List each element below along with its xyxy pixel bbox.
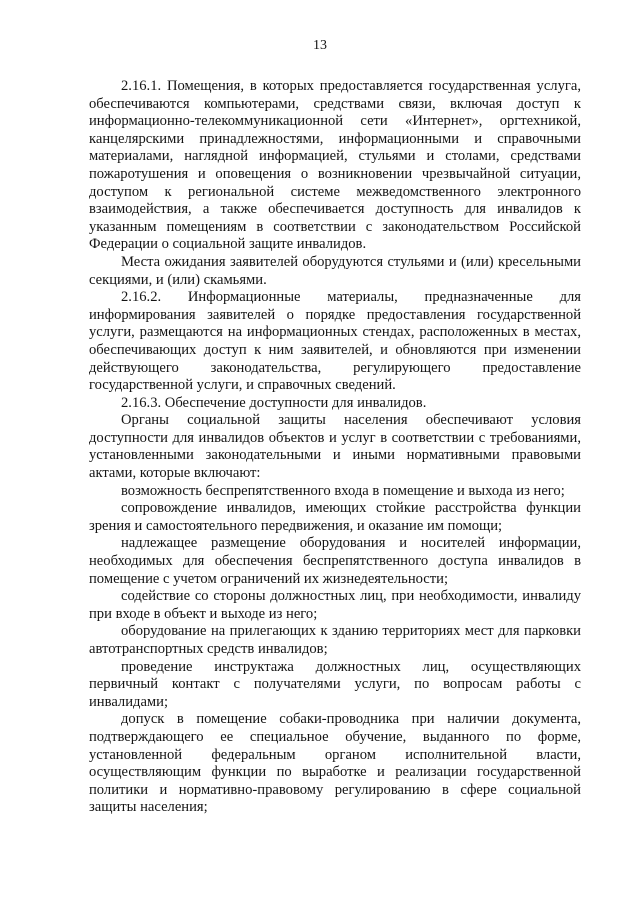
paragraph-2-16-1: 2.16.1. Помещения, в которых предоставляется государственная услуга, обеспечиваются компьютерами, средствами связи, включая доступ к информационно-телекоммуникационной сети «Интернет», оргтехникой, канцелярскими принадлежностями, информационными и справочными материалами, наглядной информацией, стульями и столами, средствами пожаротушения и оповещения о возникновении чрезвычайной ситуации, доступом к региональной системе межведомственного электронного взаимодействия, а также обеспечивается доступность для инвалидов к указанным помещениям в соответствии с законодательством Российской Федерации о социальной защите инвалидов. [89, 78, 581, 253]
list-item-guide-dog: допуск в помещение собаки-проводника при наличии документа, подтверждающего ее специальное обучение, выданного по форме, установленной федеральным органом исполнительной власти, осуществляющим функции по выработке и реализации государственной политики и нормативно-правовому регулированию в сфере социальной защиты населения; [89, 711, 581, 816]
list-item-staff-assistance: содействие со стороны должностных лиц, при необходимости, инвалиду при входе в объект и выходе из него; [89, 588, 581, 622]
paragraph-2-16-3: 2.16.3. Обеспечение доступности для инвалидов. [121, 394, 427, 411]
list-item-staff-briefing: проведение инструктажа должностных лиц, осуществляющих первичный контакт с получателями услуги, по вопросам работы с инвалидами; [89, 658, 581, 710]
list-item-entry-exit: возможность беспрепятственного входа в помещение и выхода из него; [121, 482, 565, 499]
list-item-parking: оборудование на прилегающих к зданию территориях мест для парковки автотранспортных средств инвалидов; [89, 623, 581, 657]
page-number: 13 [313, 38, 327, 53]
list-item-escort: сопровождение инвалидов, имеющих стойкие расстройства функции зрения и самостоятельного передвижения, и оказание им помощи; [89, 500, 581, 534]
paragraph-waiting-areas: Места ожидания заявителей оборудуются стульями и (или) кресельными секциями, и (или) скамьями. [89, 253, 581, 288]
paragraph-2-16-2: 2.16.2. Информационные материалы, предназначенные для информирования заявителей о порядке предоставления государственной услуги, размещаются на информационных стендах, расположенных в местах, обеспечивающих доступ к ним заявителей, и обновляются при изменении действующего законодательства, регулирующего предоставление государственной услуги, и справочных сведений. [89, 289, 581, 394]
paragraph-accessibility-conditions: Органы социальной защиты населения обеспечивают условия доступности для инвалидов объектов и услуг в соответствии с требованиями, установленными законодательными и иными нормативными правовыми актами, которые включают: [89, 412, 581, 482]
list-item-equipment-placement: надлежащее размещение оборудования и носителей информации, необходимых для обеспечения беспрепятственного доступа инвалидов в помещение с учетом ограничений их жизнедеятельности; [89, 535, 581, 587]
document-body [89, 78, 581, 817]
